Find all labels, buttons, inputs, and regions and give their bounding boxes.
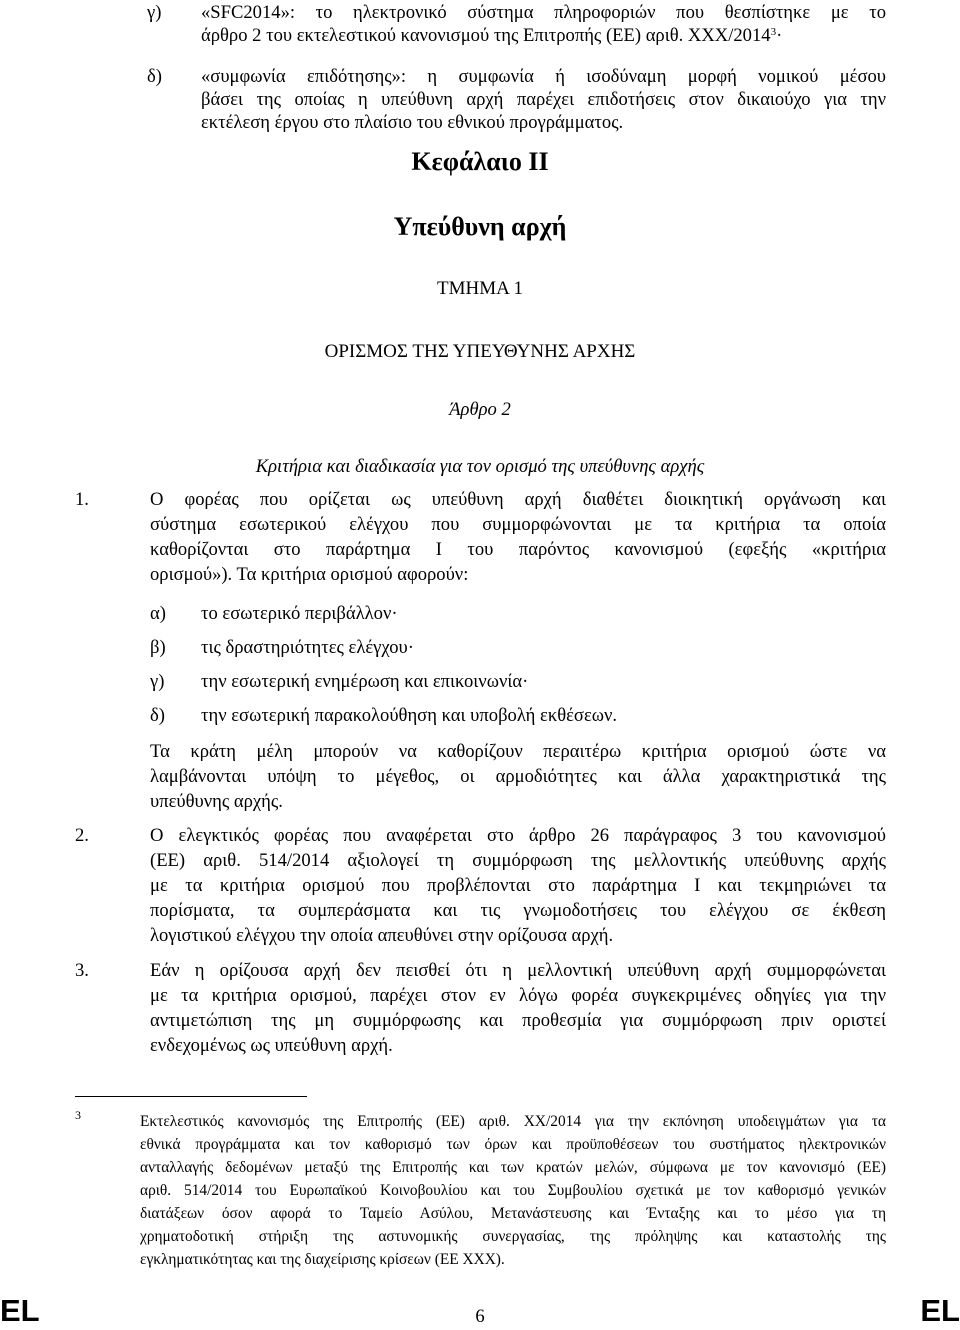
paragraph-2-line4: πορίσματα, τα συμπεράσματα και τις γνωμοδοτήσεις του ελέγχου σε έκθεση <box>150 900 886 921</box>
chapter-title: Υπεύθυνη αρχή <box>393 212 567 241</box>
paragraph-2-line1: Ο ελεγκτικός φορέας που αναφέρεται στο άρθρο 26 παράγραφος 3 του κανονισμού <box>150 825 886 846</box>
paragraph-1-line1: Ο φορέας που ορίζεται ως υπεύθυνη αρχή διαθέτει διοικητική οργάνωση και <box>150 489 886 510</box>
criteria-item-d-label: δ) <box>150 705 165 726</box>
footnote-line4: αριθ. 514/2014 του Ευρωπαϊκού Κοινοβουλίου και του Συμβουλίου σχετικά με τον καθορισμό γενικών <box>140 1182 886 1199</box>
paragraph-1-sub-line1: Τα κράτη μέλη μπορούν να καθορίζουν περαιτέρω κριτήρια ορισμού ώστε να <box>150 741 886 762</box>
paragraph-1-sub-line3: υπεύθυνης αρχής. <box>150 791 283 812</box>
footnote-line3: ανταλλαγής δεδομένων μεταξύ της Επιτροπής και των κρατών μελών, σύμφωνα με τον κανονισμό (ΕΕ) <box>140 1159 886 1176</box>
criteria-item-g-label: γ) <box>150 671 165 692</box>
paragraph-2-number: 2. <box>75 825 89 846</box>
footnote-line1: Εκτελεστικός κανονισμός της Επιτροπής (ΕΕ) αριθ. XX/2014 για την εκπόνηση υποδειγμάτων για τα <box>140 1113 886 1130</box>
paragraph-3-line4: ενδεχομένως ως υπεύθυνη αρχή. <box>150 1035 393 1056</box>
paragraph-1-line2: σύστημα εσωτερικού ελέγχου που συμμορφώνονται με τα κριτήρια τα οποία <box>150 514 886 535</box>
criteria-item-a-text: το εσωτερικό περιβάλλον· <box>201 603 398 624</box>
chapter-heading: Κεφάλαιο II <box>411 147 549 176</box>
definition-g-label: γ) <box>147 2 162 23</box>
definition-d-line3: εκτέλεση έργου στο πλαίσιο του εθνικού προγράμματος. <box>201 112 624 133</box>
article-heading: Άρθρο 2 <box>449 399 511 420</box>
paragraph-3-line1: Εάν η ορίζουσα αρχή δεν πεισθεί ότι η μελλοντική υπεύθυνη αρχή συμμορφώνεται <box>150 960 886 981</box>
paragraph-2-line2: (ΕΕ) αριθ. 514/2014 αξιολογεί τη συμμόρφωση της μελλοντικής υπεύθυνης αρχής <box>150 850 886 871</box>
paragraph-1-sub-line2: λαμβάνονται υπόψη το μέγεθος, οι αρμοδιότητες και άλλα χαρακτηριστικά της <box>150 766 886 787</box>
paragraph-1-line3: καθορίζονται στο παράρτημα I του παρόντος κανονισμού (εφεξής «κριτήρια <box>150 539 886 560</box>
footnote-mark: 3 <box>75 1108 81 1122</box>
criteria-item-b-text: τις δραστηριότητες ελέγχου· <box>201 637 414 658</box>
footer-language-left: EL <box>0 1293 40 1328</box>
footer-language-right: EL <box>920 1293 960 1328</box>
criteria-item-b-label: β) <box>150 637 166 658</box>
paragraph-3-number: 3. <box>75 960 89 981</box>
paragraph-2-line5: λογιστικού ελέγχου την οποία απευθύνει στην ορίζουσα αρχή. <box>150 925 614 946</box>
section-heading: ΤΜΗΜΑ 1 <box>436 278 524 299</box>
paragraph-1-line4: ορισμού»). Τα κριτήρια ορισμού αφορούν: <box>150 564 469 585</box>
article-title: Κριτήρια και διαδικασία για τον ορισμό της υπεύθυνης αρχής <box>255 456 705 477</box>
footnote-separator <box>75 1096 307 1097</box>
criteria-item-a-label: α) <box>150 603 166 624</box>
definition-d-line2: βάσει της οποίας η υπεύθυνη αρχή παρέχει επιδοτήσεις στον δικαιούχο για την <box>201 89 886 110</box>
definition-d-label: δ) <box>147 66 162 87</box>
paragraph-1-number: 1. <box>75 489 89 510</box>
section-title: ΟΡΙΣΜΟΣ ΤΗΣ ΥΠΕΥΘΥΝΗΣ ΑΡΧΗΣ <box>324 341 636 362</box>
footnote-line5: διατάξεων όσον αφορά το Ταμείο Ασύλου, Μετανάστευσης και Ένταξης και το μέσο για τη <box>140 1205 886 1222</box>
footnote-line7: εγκληματικότητας και της διαχείρισης κρίσεων (ΕΕ XXX). <box>140 1251 505 1268</box>
criteria-item-d-text: την εσωτερική παρακολούθηση και υποβολή εκθέσεων. <box>201 705 618 726</box>
footnote-line6: χρηματοδοτική στήριξη της αστυνομικής συνεργασίας, της πρόληψης και καταστολής της <box>140 1228 886 1245</box>
definition-g-line2: άρθρο 2 του εκτελεστικού κανονισμού της Επιτροπής (ΕΕ) αριθ. XXX/$2014^3\cdot$ <box>201 25 783 46</box>
paragraph-2-line3: με τα κριτήρια ορισμού που προβλέπονται στο παράρτημα I και τεκμηριώνει τα <box>150 875 886 896</box>
definition-g-line1: «SFC2014»: το ηλεκτρονικό σύστημα πληροφοριών που θεσπίστηκε με το <box>201 2 886 23</box>
paragraph-3-line2: με τα κριτήρια ορισμού, παρέχει στον εν λόγω φορέα συγκεκριμένες οδηγίες για την <box>150 985 886 1006</box>
page-number: 6 <box>475 1306 485 1327</box>
footnote-reference-3[interactable]: 3 <box>770 26 777 38</box>
definition-d-line1: «συμφωνία επιδότησης»: η συμφωνία ή ισοδύναμη μορφή νομικού μέσου <box>201 66 886 87</box>
footnote-line2: εθνικά προγράμματα και τον καθορισμό των όρων και προϋποθέσεων του συστήματος ηλεκτρονικών <box>140 1136 886 1153</box>
paragraph-3-line3: αντιμετώπιση της μη συμμόρφωσης και προθεσμία για συμμόρφωση πριν οριστεί <box>150 1010 886 1031</box>
criteria-item-g-text: την εσωτερική ενημέρωση και επικοινωνία· <box>201 671 529 692</box>
